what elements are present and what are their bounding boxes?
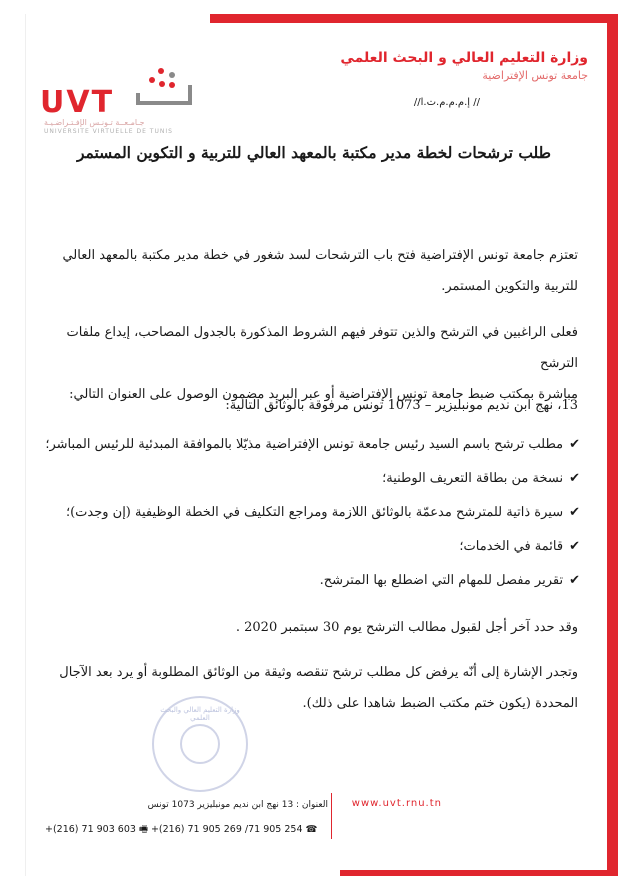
footer-website[interactable]: www.uvt.rnu.tn (351, 798, 442, 809)
left-border (25, 14, 26, 876)
list-item: ✔نسخة من بطاقة التعريف الوطنية؛ (382, 471, 580, 486)
university-name: جامعة تونس الإفتراضية (482, 69, 588, 82)
stamp-text: وزارة التعليم العالي والبحث العلمي (160, 706, 240, 722)
deadline-paragraph (40, 612, 578, 643)
ministry-header (340, 50, 588, 82)
note-paragraph (40, 657, 578, 719)
note-line-2: المحددة (يكون ختم مكتب الضبط شاهدا على ذلك). (302, 696, 578, 711)
submission-line-2: مباشرة بمكتب ضبط جامعة تونس الإفتراضية أو عبر البريد مضمون الوصول على العنوان التالي: (69, 387, 578, 402)
official-stamp (152, 696, 248, 792)
footer-contact (45, 822, 317, 838)
phone-numbers: +(216) 71 905 269 /71 905 254 (150, 824, 303, 835)
bottom-border (340, 870, 618, 876)
logo-latin-name: UNIVERSITE VIRTUELLE DE TUNIS (44, 128, 173, 135)
intro-paragraph (40, 240, 578, 302)
list-item: ✔قائمة في الخدمات؛ (459, 539, 580, 554)
document-title: طلب ترشحات لخطة مدير مكتبة بالمعهد العالي للتربية و التكوين المستمر (76, 143, 552, 162)
address-line: 13، نهج ابن نديم مونبليزير – 1073 تونس مرفوقة بالوثائق التالية: (225, 398, 578, 413)
intro-line-1: تعتزم جامعة تونس الإفتراضية فتح باب الترشحات لسد شغور في خطة مدير مكتبة بالمعهد العالي (62, 248, 578, 263)
requirements-list (40, 432, 580, 602)
list-item: ✔تقرير مفصل للمهام التي اضطلع بها المترشح. (319, 573, 580, 588)
intro-line-2: للتربية والتكوين المستمر. (441, 279, 578, 294)
footer-divider (331, 793, 332, 839)
checkmark-icon: ✔ (569, 539, 580, 554)
address-paragraph (40, 390, 578, 421)
submission-line-1: فعلى الراغبين في الترشح والذين تتوفر فيهم الشروط المذكورة بالجدول المصاحب، إيداع ملفات الترشح (66, 325, 578, 371)
ministry-title: وزارة التعليم العالي و البحث العلمي (340, 50, 588, 66)
fax-number: +(216) 71 903 603 (45, 824, 136, 835)
list-item: ✔سيرة ذاتية للمترشح مدعمّة بالوثائق اللازمة ومراجع التكليف في الخطة الوظيفية (إن وجدت)؛ (65, 505, 580, 520)
list-item: ✔مطلب ترشح باسم السيد رئيس جامعة تونس الإفتراضية مذيّلا بالموافقة المبدئية للرئيس المباشر؛ (45, 437, 580, 452)
reference-number: // إ.م.م.م.ت.ا// (413, 97, 480, 108)
uvt-logo (40, 55, 210, 135)
top-border (210, 14, 618, 23)
phone-icon: ☎ (305, 824, 318, 835)
logo-arabic-name: جـامـعــة تـونـس الإفـتـراضـيـة (44, 118, 145, 127)
note-line-1: وتجدر الإشارة إلى أنّه يرفض كل مطلب ترشح تنقصه وثيقة من الوثائق المطلوبة أو يرد بعد الآجال (59, 665, 578, 680)
checkmark-icon: ✔ (569, 471, 580, 486)
deadline-line: وقد حدد آخر أجل لقبول مطالب الترشح يوم 30 سبتمبر 2020 . (235, 620, 578, 635)
checkmark-icon: ✔ (569, 505, 580, 520)
fax-icon: 🖷 (138, 824, 148, 835)
checkmark-icon: ✔ (569, 437, 580, 452)
logo-wordmark: UVT (40, 85, 115, 120)
right-border (607, 14, 618, 876)
footer-address: العنوان : 13 نهج ابن نديم مونبليزير 1073 تونس (147, 800, 328, 810)
checkmark-icon: ✔ (569, 573, 580, 588)
